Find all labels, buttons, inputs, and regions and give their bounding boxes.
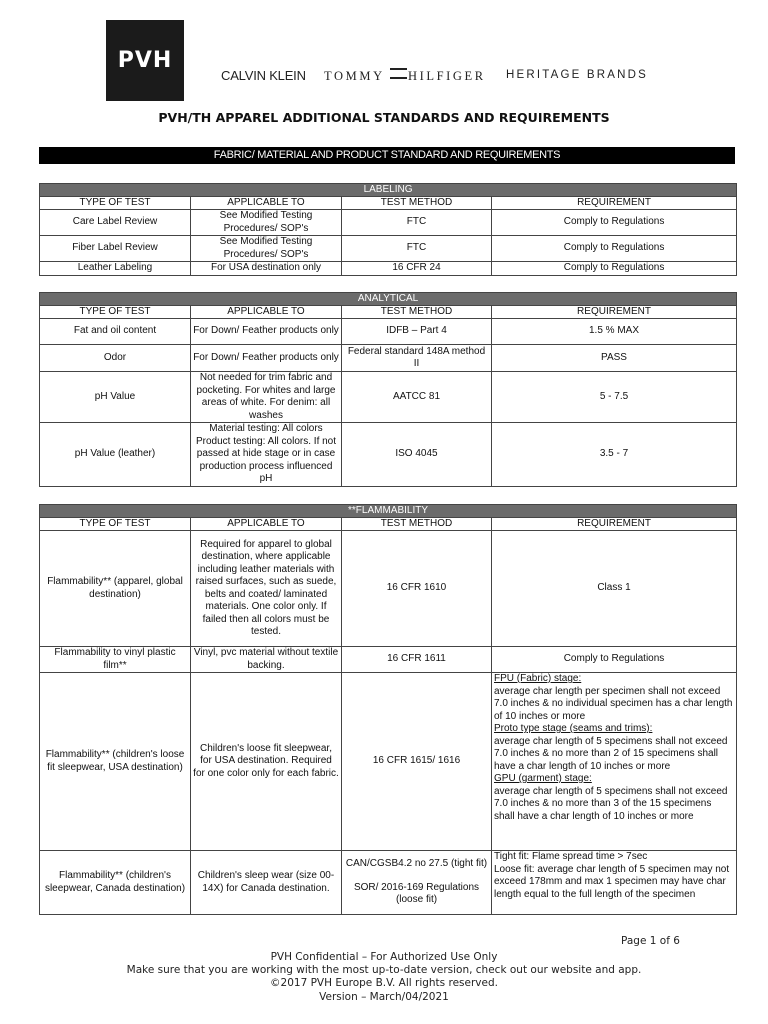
test-type-cell: Flammability** (children's loose fit sleepwear, USA destination) [40,673,191,851]
applicable-cell: Required for apparel to global destination, where applicable including leather materials with raised surfaces, such as suede, belts and coated/ laminated materials. One color only. If failed then all colors must be tested. [191,531,342,647]
brand-tommy-hilfiger [324,68,486,84]
applicable-cell: For Down/ Feather products only [191,319,342,345]
applicable-cell: Vinyl, pvc material without textile backing. [191,647,342,673]
fpu-stage-text: average char length per specimen shall not exceed 7.0 inches & no individual specimen has a char length of 10 inches or more [494,685,733,722]
requirement-cell: Comply to Regulations [492,647,737,673]
column-header-row [40,197,737,210]
proto-stage-text: average char length of 5 specimens shall not exceed 7.0 inches & no more than 2 of 15 specimens shall have a char length of 10 inches or more [494,735,728,772]
footer-confidential: PVH Confidential – For Authorized Use Only [270,951,498,963]
analytical-table-title: ANALYTICAL [40,293,737,306]
test-type-cell: Fiber Label Review [40,236,191,262]
table-row [40,262,737,276]
method-spacer [344,871,489,882]
method-tight-fit: CAN/CGSB4.2 no 27.5 (tight fit) [345,858,488,870]
analytical-table [39,292,737,487]
method-cell: 16 CFR 1611 [342,647,492,673]
brand-heritage-brands: HERITAGE BRANDS [506,69,649,81]
requirement-cell: 3.5 - 7 [492,423,737,487]
gpu-stage-heading: GPU (garment) stage: [494,773,592,784]
applicable-cell: Children's loose fit sleepwear, for USA destination. Required for one color only for each fabric. [191,673,342,851]
footer-copyright: ©2017 PVH Europe B.V. All rights reserved. [270,977,498,989]
method-cell: AATCC 81 [342,372,492,423]
col-header-method: TEST METHOD [342,518,492,531]
test-type-cell: Care Label Review [40,210,191,236]
requirement-cell: Comply to Regulations [492,210,737,236]
applicable-cell: Children's sleep wear (size 00-14X) for Canada destination. [191,851,342,915]
fpu-stage-heading: FPU (Fabric) stage: [494,673,582,684]
requirement-cell: PASS [492,345,737,372]
col-header-applicable: APPLICABLE TO [191,518,342,531]
table-row [40,423,737,487]
col-header-requirement: REQUIREMENT [492,306,737,319]
method-cell: FTC [342,236,492,262]
applicable-cell: Material testing: All colors Product testing: All colors. If not passed at hide stage or in case production process influenced pH [191,423,342,487]
col-header-type: TYPE OF TEST [40,197,191,210]
requirement-cell: Comply to Regulations [492,236,737,262]
applicable-cell: For USA destination only [191,262,342,276]
applicable-cell: See Modified Testing Procedures/ SOP's [191,210,342,236]
method-cell: Federal standard 148A method II [342,345,492,372]
flammability-table [39,504,737,915]
labeling-table [39,183,737,276]
method-cell [342,851,492,915]
col-header-requirement: REQUIREMENT [492,518,737,531]
requirement-cell [492,851,737,915]
col-header-method: TEST METHOD [342,306,492,319]
method-cell: 16 CFR 1610 [342,531,492,647]
requirement-cell [492,673,737,851]
method-cell: 16 CFR 24 [342,262,492,276]
test-type-cell: Flammability** (apparel, global destination) [40,531,191,647]
brand-calvin-klein: CALVIN KLEIN [221,68,306,83]
brand-tommy-word: TOMMY [324,69,385,83]
test-type-cell: Flammability** (children's sleepwear, Canada destination) [40,851,191,915]
col-header-requirement: REQUIREMENT [492,197,737,210]
table-row [40,372,737,423]
test-type-cell: pH Value [40,372,191,423]
requirement-cell: Class 1 [492,531,737,647]
section-title-bar: FABRIC/ MATERIAL AND PRODUCT STANDARD AND REQUIREMENTS [39,147,735,164]
tommy-flag-icon [390,68,407,79]
test-type-cell: Flammability to vinyl plastic film** [40,647,191,673]
test-type-cell: Fat and oil content [40,319,191,345]
table-row [40,851,737,915]
test-type-cell: pH Value (leather) [40,423,191,487]
method-loose-fit: SOR/ 2016-169 Regulations (loose fit) [353,881,480,906]
col-header-type: TYPE OF TEST [40,518,191,531]
test-type-cell: Odor [40,345,191,372]
table-row [40,531,737,647]
pvh-logo [106,20,184,101]
table-row [40,345,737,372]
footer-version: Version – March/04/2021 [319,991,449,1003]
test-type-cell: Leather Labeling [40,262,191,276]
pvh-logo-text: PVH [117,48,173,73]
applicable-cell: See Modified Testing Procedures/ SOP's [191,236,342,262]
table-row [40,319,737,345]
labeling-table-title: LABELING [40,184,737,197]
method-cell: ISO 4045 [342,423,492,487]
applicable-cell: For Down/ Feather products only [191,345,342,372]
requirement-cell: 5 - 7.5 [492,372,737,423]
requirement-tight-fit: Tight fit: Flame spread time > 7sec [494,851,648,862]
proto-stage-heading: Proto type stage (seams and trims): [494,723,653,734]
col-header-method: TEST METHOD [342,197,492,210]
page-number: Page 1 of 6 [621,935,680,947]
column-header-row [40,518,737,531]
column-header-row [40,306,737,319]
col-header-applicable: APPLICABLE TO [191,197,342,210]
footer-version-notice: Make sure that you are working with the most up-to-date version, check out our website and app. [126,964,642,976]
table-row [40,673,737,851]
document-title: PVH/TH APPAREL ADDITIONAL STANDARDS AND REQUIREMENTS [158,110,610,125]
col-header-applicable: APPLICABLE TO [191,306,342,319]
requirement-cell: 1.5 % MAX [492,319,737,345]
requirement-cell: Comply to Regulations [492,262,737,276]
table-row [40,210,737,236]
applicable-cell: Not needed for trim fabric and pocketing. For whites and large areas of white. For denim: all washes [191,372,342,423]
flammability-table-title: **FLAMMABILITY [40,505,737,518]
gpu-stage-text: average char length of 5 specimens shall not exceed 7.0 inches & no more than 3 of the 15 specimens shall have a char length of 10 inches or more [494,785,728,822]
table-row [40,647,737,673]
requirement-loose-fit: Loose fit: average char length of 5 specimen may not exceed 178mm and max 1 specimen may have char length equal to the full length of the specimen [494,863,730,900]
table-row [40,236,737,262]
brand-hilfiger-word: HILFIGER [407,69,486,83]
col-header-type: TYPE OF TEST [40,306,191,319]
method-cell: IDFB – Part 4 [342,319,492,345]
method-cell: 16 CFR 1615/ 1616 [342,673,492,851]
method-cell: FTC [342,210,492,236]
